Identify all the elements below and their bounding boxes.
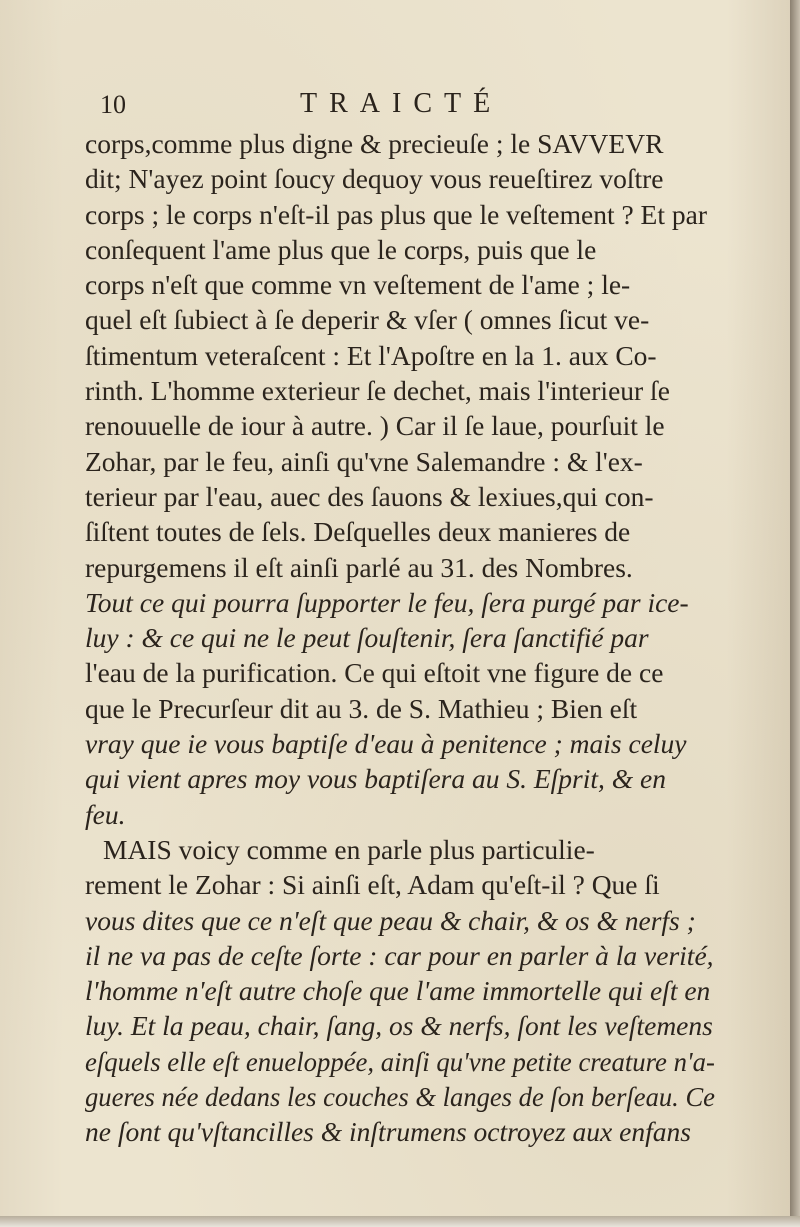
- page-header: [100, 88, 700, 128]
- text-line: renouuelle de iour à autre. ) Car il ſe laue, pourſuit le: [85, 410, 665, 442]
- page-edge-shadow: [790, 0, 800, 1227]
- text-line: que le Precurſeur dit au 3. de S. Mathieu ; Bien eſt: [85, 692, 638, 724]
- text-line-italic: gueres née dedans les couches & langes de ſon berſeau. Ce: [85, 1081, 715, 1113]
- text-line: l'eau de la purification. Ce qui eſtoit vne figure de ce: [85, 657, 664, 689]
- paragraph-start-line: MAIS voicy comme en parle plus particulie-: [103, 833, 595, 865]
- text-line-italic: ne ſont qu'vſtancilles & inſtrumens octroyez aux enfans: [85, 1116, 691, 1148]
- text-line-italic: vous dites que ce n'eſt que peau & chair, & os & nerfs ;: [85, 904, 696, 936]
- text-line: repurgemens il eſt ainſi parlé au 31. des Nombres.: [85, 551, 633, 583]
- text-line: dit; N'ayez point ſoucy dequoy vous reueſtirez voſtre: [85, 163, 664, 195]
- text-line-italic: eſquels elle eſt enueloppée, ainſi qu'vne petite creature n'a-: [85, 1045, 715, 1077]
- text-line: conſequent l'ame plus que le corps, puis que le: [85, 233, 597, 265]
- text-line-italic: l'homme n'eſt autre choſe que l'ame immortelle qui eſt en: [85, 975, 711, 1007]
- page-number: 10: [100, 90, 126, 119]
- text-line-italic: vray que ie vous baptiſe d'eau à penitence ; mais celuy: [85, 728, 687, 760]
- bottom-edge: [0, 1216, 800, 1227]
- text-line-italic: luy. Et la peau, chair, ſang, os & nerfs, ſont les veſtemens: [85, 1010, 713, 1042]
- body-text: [85, 126, 715, 1150]
- text-line: corps ; le corps n'eſt-il pas plus que le veſtement ? Et par: [85, 198, 707, 230]
- text-line-italic: Tout ce qui pourra ſupporter le feu, ſera purgé par ice-: [85, 586, 689, 618]
- text-line: ſiſtent toutes de ſels. Deſquelles deux manieres de: [85, 516, 631, 548]
- text-line-italic: il ne va pas de ceſte ſorte : car pour en parler à la verité,: [85, 939, 714, 971]
- text-line: corps,comme plus digne & precieuſe ; le SAVVEVR: [85, 128, 664, 159]
- text-line: rement le Zohar : Si ainſi eſt, Adam qu'eſt-il ? Que ſi: [85, 869, 660, 901]
- text-line-italic: qui vient apres moy vous baptiſera au S. Eſprit, & en: [85, 763, 666, 795]
- text-line-italic: luy : & ce qui ne le peut ſouſtenir, ſera ſanctifié par: [85, 622, 649, 654]
- text-line: terieur par l'eau, auec des ſauons & lexiues,qui con-: [85, 480, 654, 512]
- text-line: corps n'eſt que comme vn veſtement de l'ame ; le-: [85, 269, 631, 301]
- running-title: TRAICTÉ: [300, 88, 503, 119]
- text-line: rinth. L'homme exterieur ſe dechet, mais l'interieur ſe: [85, 375, 670, 407]
- text-line-italic: feu.: [85, 798, 126, 830]
- text-line: ſtimentum veteraſcent : Et l'Apoſtre en la 1. aux Co-: [85, 339, 657, 371]
- text-line: quel eſt ſubiect à ſe deperir & vſer ( omnes ſicut ve-: [85, 304, 650, 336]
- text-line: Zohar, par le feu, ainſi qu'vne Salemandre : & l'ex-: [85, 445, 643, 477]
